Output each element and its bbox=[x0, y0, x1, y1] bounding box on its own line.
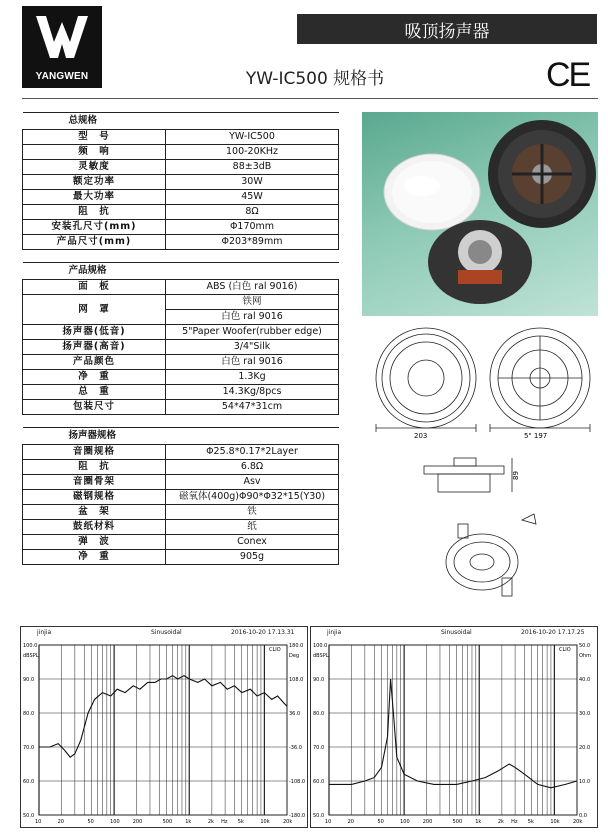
spec-value: 磁氧体(400g)Φ90*Φ32*15(Y30) bbox=[166, 490, 339, 505]
dim-back-label: 5" 197 bbox=[524, 432, 548, 440]
brand-logo bbox=[22, 6, 102, 88]
spec-value: 铁网 bbox=[166, 295, 339, 310]
spec-row bbox=[23, 220, 339, 235]
y-tick-right-label: 50.0 bbox=[579, 643, 591, 649]
spec-key: 净 重 bbox=[23, 550, 166, 565]
y-tick-label: 100.0 bbox=[23, 643, 38, 649]
y-tick-label: 60.0 bbox=[313, 779, 325, 785]
spec-row bbox=[23, 385, 339, 400]
spec-table bbox=[22, 112, 339, 565]
spec-key: 最大功率 bbox=[23, 190, 166, 205]
y-tick-right-label: 20.0 bbox=[579, 745, 591, 751]
x-tick-label: 10 bbox=[325, 819, 332, 825]
brand-name: YANGWEN bbox=[35, 71, 89, 82]
spec-key: 弹 波 bbox=[23, 535, 166, 550]
spec-key: 扬声器(高音) bbox=[23, 340, 166, 355]
spec-key: 型 号 bbox=[23, 130, 166, 145]
y-tick-right-label: -180.0 bbox=[289, 813, 306, 819]
spec-value: 3/4"Silk bbox=[166, 340, 339, 355]
spec-value: 88±3dB bbox=[166, 160, 339, 175]
spec-row bbox=[23, 280, 339, 295]
plot-frame bbox=[39, 645, 287, 815]
spec-key: 额定功率 bbox=[23, 175, 166, 190]
spec-row bbox=[23, 205, 339, 220]
spec-value: 45W bbox=[166, 190, 339, 205]
x-tick-label: 2k bbox=[497, 819, 504, 825]
y-unit-right-label: Deg bbox=[289, 653, 300, 659]
x-tick-label: 1k bbox=[475, 819, 482, 825]
spec-row bbox=[23, 295, 339, 310]
x-tick-label: 100 bbox=[400, 819, 410, 825]
x-tick-label: 200 bbox=[422, 819, 433, 825]
product-photo bbox=[362, 112, 598, 316]
x-tick-label: 1k bbox=[185, 819, 192, 825]
y-tick-label: 100.0 bbox=[313, 643, 328, 649]
spec-key: 音圈骨架 bbox=[23, 475, 166, 490]
spec-value: 8Ω bbox=[166, 205, 339, 220]
graph-header-mid: Sinusoidal bbox=[441, 629, 472, 636]
y-tick-right-label: -108.0 bbox=[289, 779, 306, 785]
spec-row bbox=[23, 145, 339, 160]
clio-label: CLIO bbox=[269, 647, 281, 653]
x-tick-label: 500 bbox=[452, 819, 463, 825]
spec-key: 音圈规格 bbox=[23, 445, 166, 460]
section-heading: 总规格 bbox=[23, 113, 339, 130]
spec-row bbox=[23, 325, 339, 340]
spec-row bbox=[23, 520, 339, 535]
x-tick-label: 200 bbox=[132, 819, 143, 825]
spec-key: 安装孔尺寸(mm) bbox=[23, 220, 166, 235]
y-tick-right-label: 10.0 bbox=[579, 779, 591, 785]
spec-key: 阻 抗 bbox=[23, 460, 166, 475]
model-title: YW-IC500 规格书 bbox=[245, 69, 385, 89]
section-heading: 产品规格 bbox=[23, 263, 339, 280]
spec-row bbox=[23, 370, 339, 385]
spec-value: Φ25.8*0.17*2Layer bbox=[166, 445, 339, 460]
spec-row bbox=[23, 445, 339, 460]
x-tick-label: 10 bbox=[35, 819, 42, 825]
spec-value: 905g bbox=[166, 550, 339, 565]
spec-key: 网 罩 bbox=[23, 295, 166, 325]
spec-row bbox=[23, 160, 339, 175]
page-title: 吸顶扬声器 bbox=[404, 21, 490, 42]
frequency-response-plot bbox=[21, 627, 307, 827]
header-divider bbox=[22, 98, 598, 99]
spec-row bbox=[23, 505, 339, 520]
spec-value: 1.3Kg bbox=[166, 370, 339, 385]
spec-value: Conex bbox=[166, 535, 339, 550]
spec-row bbox=[23, 130, 339, 145]
drawings-svg bbox=[362, 320, 598, 620]
x-tick-label: 20k bbox=[573, 819, 583, 825]
y-tick-right-label: 30.0 bbox=[579, 711, 591, 717]
spec-value: 54*47*31cm bbox=[166, 400, 339, 415]
spec-row bbox=[23, 235, 339, 250]
spec-key: 阻 抗 bbox=[23, 205, 166, 220]
y-tick-right-label: -36.0 bbox=[289, 745, 302, 751]
response-curve bbox=[329, 679, 577, 788]
y-unit-label: dBSPL bbox=[23, 653, 39, 659]
logo-w-mark-icon bbox=[36, 16, 88, 60]
frequency-response-graph bbox=[20, 626, 308, 828]
y-tick-label: 90.0 bbox=[313, 677, 325, 683]
y-unit-right-label: Ohm bbox=[579, 653, 591, 659]
x-tick-label: Hz bbox=[221, 819, 228, 825]
x-tick-label: 5k bbox=[237, 819, 244, 825]
section-gap bbox=[23, 250, 339, 263]
spec-row bbox=[23, 355, 339, 370]
graph-header-left: jinjia bbox=[37, 629, 52, 636]
y-tick-right-label: 108.0 bbox=[289, 677, 304, 683]
spec-value: 5"Paper Woofer(rubber edge) bbox=[166, 325, 339, 340]
spec-row bbox=[23, 535, 339, 550]
spec-row bbox=[23, 340, 339, 355]
y-tick-right-label: 36.0 bbox=[289, 711, 301, 717]
spec-key: 鼓纸材料 bbox=[23, 520, 166, 535]
section-heading-row bbox=[23, 428, 339, 445]
graph-header-right: 2016-10-20 17.17.25 bbox=[521, 629, 585, 636]
spec-key: 面 板 bbox=[23, 280, 166, 295]
spec-key: 磁钢规格 bbox=[23, 490, 166, 505]
x-tick-label: Hz bbox=[511, 819, 518, 825]
spec-value: 白色 ral 9016 bbox=[166, 355, 339, 370]
spec-row bbox=[23, 175, 339, 190]
spec-key: 总 重 bbox=[23, 385, 166, 400]
y-tick-label: 80.0 bbox=[23, 711, 35, 717]
response-curve bbox=[39, 676, 287, 758]
spec-row bbox=[23, 550, 339, 565]
spec-value: 30W bbox=[166, 175, 339, 190]
y-tick-label: 70.0 bbox=[313, 745, 325, 751]
spec-row bbox=[23, 400, 339, 415]
spec-value: Φ203*89mm bbox=[166, 235, 339, 250]
x-tick-label: 20k bbox=[283, 819, 293, 825]
spec-value: YW-IC500 bbox=[166, 130, 339, 145]
x-tick-label: 20 bbox=[57, 819, 64, 825]
dim-front-label: 203 bbox=[414, 432, 428, 440]
spec-row bbox=[23, 475, 339, 490]
x-tick-label: 10k bbox=[550, 819, 560, 825]
y-tick-label: 90.0 bbox=[23, 677, 35, 683]
x-tick-label: 20 bbox=[347, 819, 354, 825]
spec-value: Φ170mm bbox=[166, 220, 339, 235]
spec-value: 铁 bbox=[166, 505, 339, 520]
x-tick-label: 50 bbox=[87, 819, 94, 825]
spec-key: 频 响 bbox=[23, 145, 166, 160]
impedance-graph bbox=[310, 626, 598, 828]
x-tick-label: 2k bbox=[207, 819, 214, 825]
y-tick-right-label: 40.0 bbox=[579, 677, 591, 683]
ce-mark: CE bbox=[546, 56, 590, 94]
section-heading-row bbox=[23, 263, 339, 280]
spec-value: 6.8Ω bbox=[166, 460, 339, 475]
page-title-bar bbox=[297, 14, 597, 44]
spec-key: 盆 架 bbox=[23, 505, 166, 520]
spec-key: 产品颜色 bbox=[23, 355, 166, 370]
y-tick-label: 70.0 bbox=[23, 745, 35, 751]
section-gap bbox=[23, 415, 339, 428]
section-heading: 扬声器规格 bbox=[23, 428, 339, 445]
y-tick-label: 80.0 bbox=[313, 711, 325, 717]
spec-value: 100-20KHz bbox=[166, 145, 339, 160]
spec-value: ABS (白色 ral 9016) bbox=[166, 280, 339, 295]
impedance-plot bbox=[311, 627, 597, 827]
y-unit-label: dBSPL bbox=[313, 653, 329, 659]
spec-key: 扬声器(低音) bbox=[23, 325, 166, 340]
x-tick-label: 10k bbox=[260, 819, 270, 825]
spec-key: 包装尺寸 bbox=[23, 400, 166, 415]
spec-row bbox=[23, 490, 339, 505]
y-tick-right-label: 180.0 bbox=[289, 643, 304, 649]
section-heading-row bbox=[23, 113, 339, 130]
spec-row bbox=[23, 460, 339, 475]
plot-frame bbox=[329, 645, 577, 815]
y-tick-label: 50.0 bbox=[23, 813, 35, 819]
speaker-photo-illustration bbox=[362, 112, 598, 316]
dim-height-label: 89 bbox=[512, 471, 520, 480]
technical-drawings bbox=[362, 320, 598, 620]
spec-key: 灵敏度 bbox=[23, 160, 166, 175]
spec-table-body bbox=[23, 113, 339, 565]
x-tick-label: 5k bbox=[527, 819, 534, 825]
spec-value: 14.3Kg/8pcs bbox=[166, 385, 339, 400]
x-tick-label: 500 bbox=[162, 819, 173, 825]
graph-header-mid: Sinusoidal bbox=[151, 629, 182, 636]
spec-row bbox=[23, 190, 339, 205]
spec-value: 纸 bbox=[166, 520, 339, 535]
y-tick-label: 50.0 bbox=[313, 813, 325, 819]
spec-value: Asv bbox=[166, 475, 339, 490]
x-tick-label: 100 bbox=[110, 819, 120, 825]
x-tick-label: 50 bbox=[377, 819, 384, 825]
clio-label: CLIO bbox=[559, 647, 571, 653]
graph-header-left: jinjia bbox=[327, 629, 342, 636]
spec-value: 白色 ral 9016 bbox=[166, 310, 339, 325]
spec-key: 产品尺寸(mm) bbox=[23, 235, 166, 250]
y-tick-label: 60.0 bbox=[23, 779, 35, 785]
graph-header-right: 2016-10-20 17.13.31 bbox=[231, 629, 295, 636]
y-tick-right-label: 0.0 bbox=[579, 813, 587, 819]
spec-key: 净 重 bbox=[23, 370, 166, 385]
